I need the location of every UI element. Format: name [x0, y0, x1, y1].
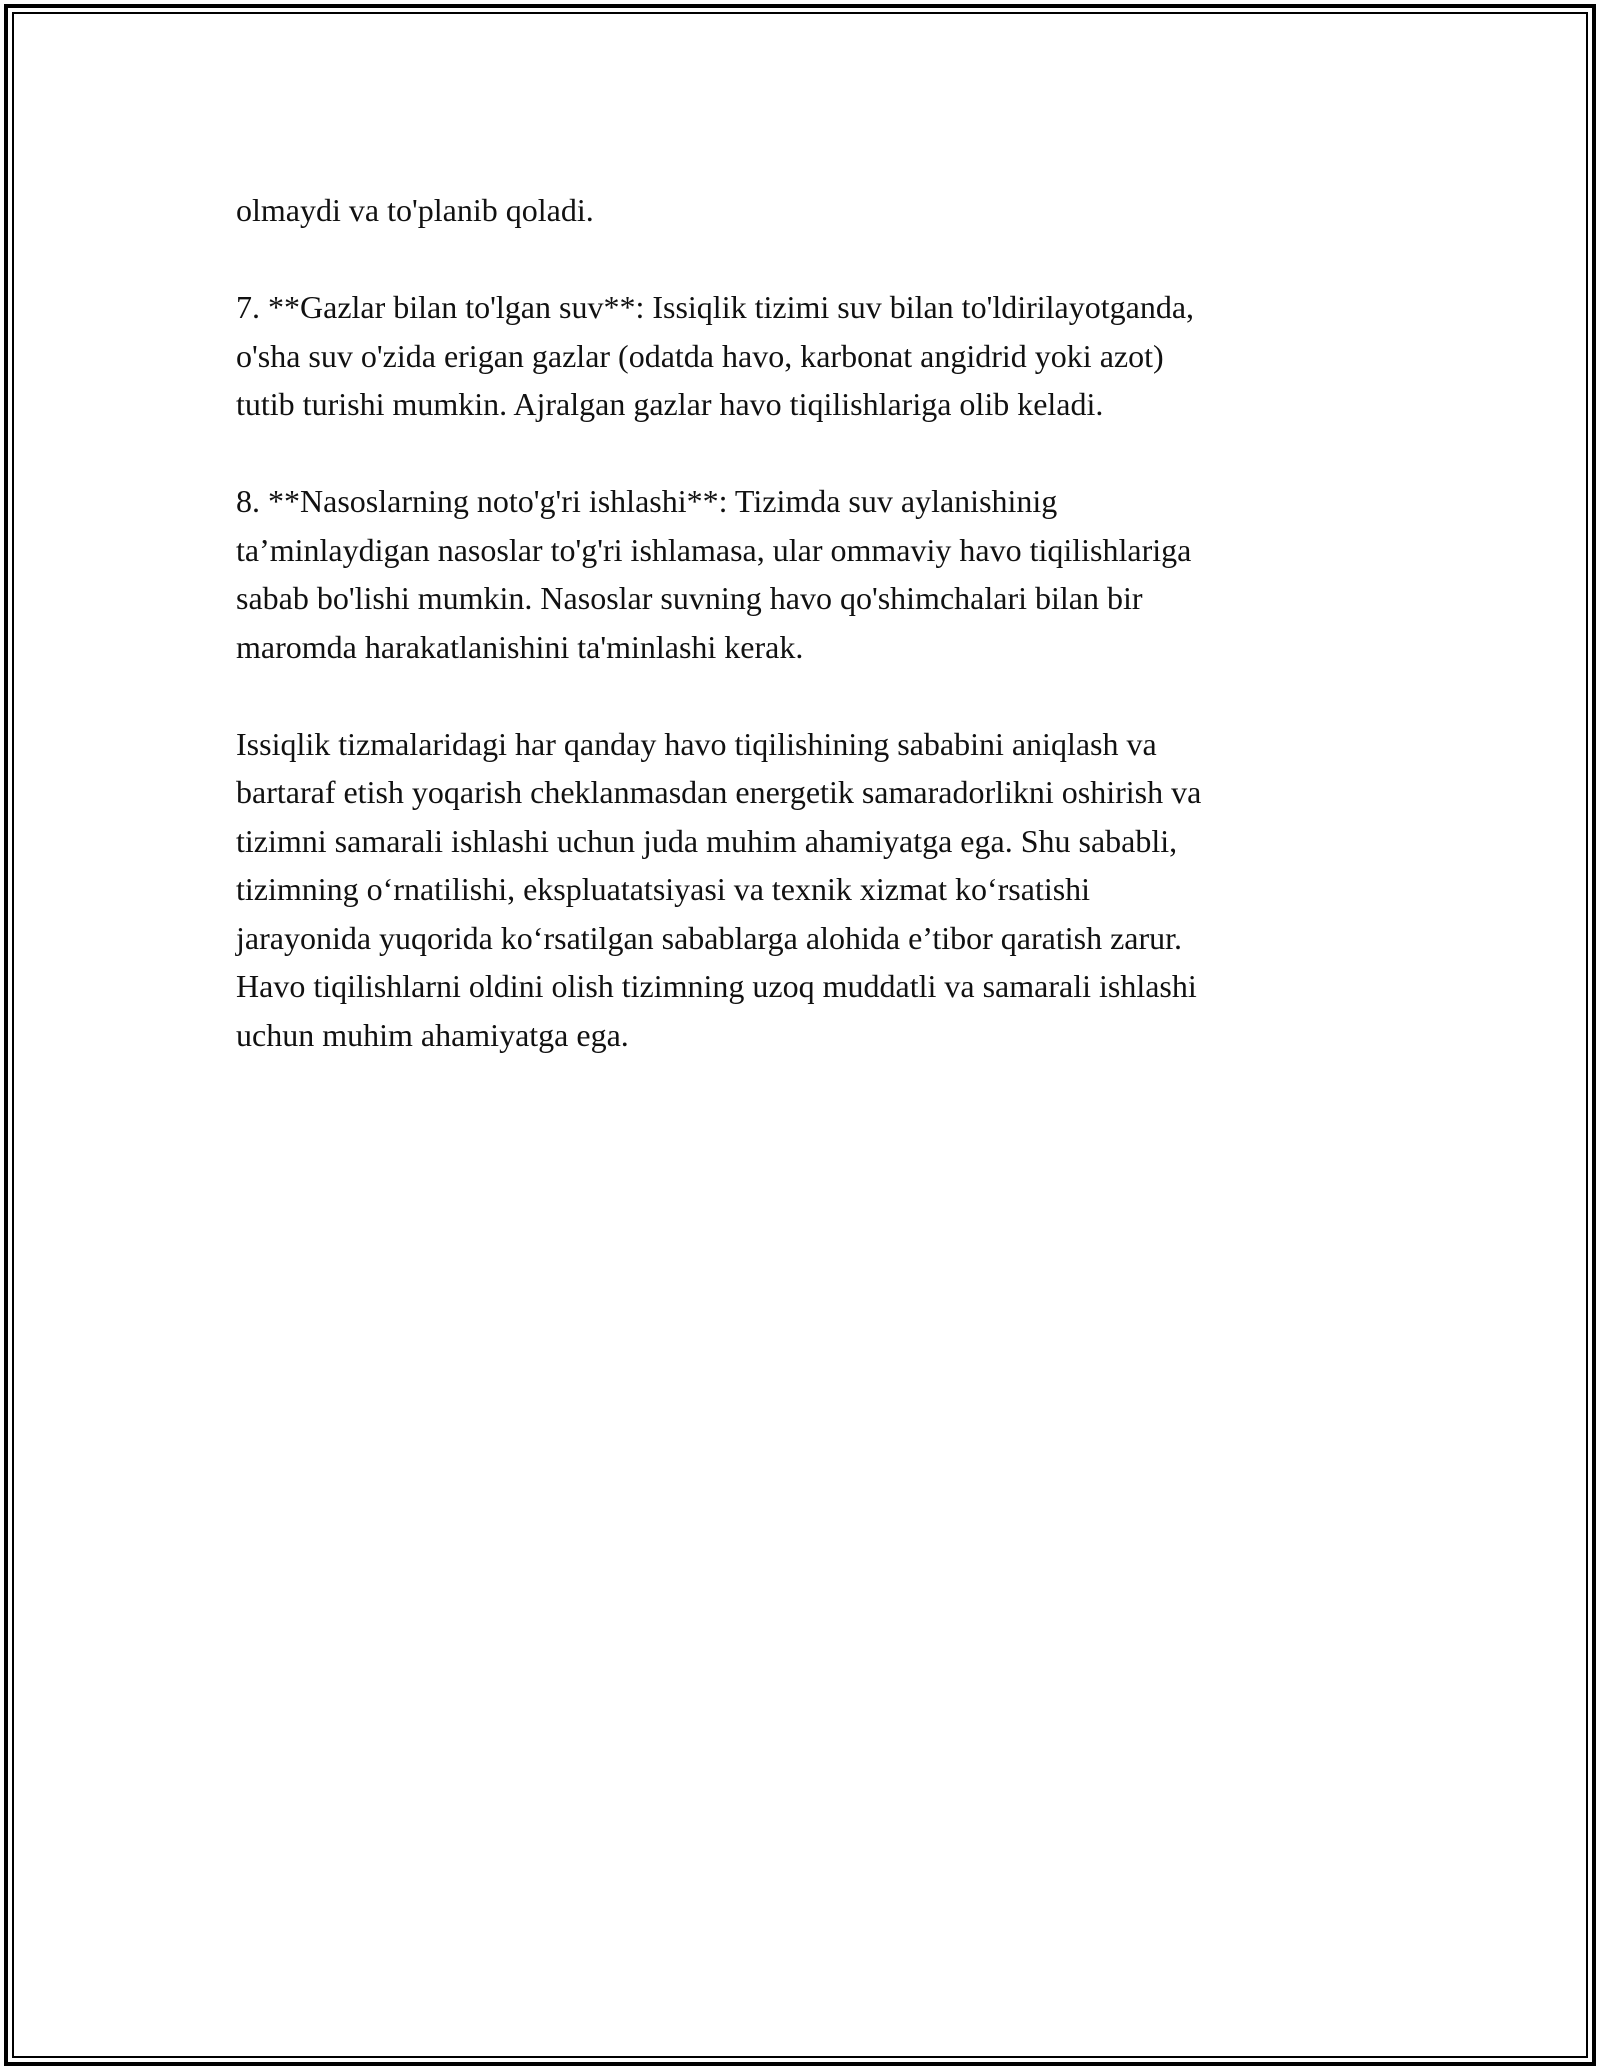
text-line: uchun muhim ahamiyatga ega. [236, 1016, 629, 1053]
text-line: tizimni samarali ishlashi uchun juda muhim ahamiyatga ega. Shu sababli, [236, 822, 1178, 859]
text-line: Havo tiqilishlarni oldini olish tizimning uzoq muddatli va samarali ishlashi [236, 968, 1197, 1004]
text-line: tutib turishi mumkin. Ajralgan gazlar havo tiqilishlariga olib keladi. [236, 386, 1104, 422]
text-line: o'sha suv o'zida erigan gazlar (odatda havo, karbonat angidrid yoki azot) [236, 337, 1164, 374]
text-line: 7. **Gazlar bilan to'lgan suv**: Issiqlik tizimi suv bilan to'ldirilayotganda, [236, 289, 1195, 325]
paragraph-conclusion [236, 720, 1416, 1060]
text-line: bartaraf etish yoqarish cheklanmasdan energetik samaradorlikni oshirish va [236, 774, 1202, 810]
text-line: ta’minlaydigan nasoslar to'g'ri ishlamasa, ular ommaviy havo tiqilishlariga [236, 531, 1192, 568]
text-line: 8. **Nasoslarning noto'g'ri ishlashi**: Tizimda suv aylanishinig [236, 483, 1058, 519]
paragraph-item-7 [236, 283, 1416, 429]
document-body [236, 186, 1416, 1108]
text-line: maromda harakatlanishini ta'minlashi kerak. [236, 628, 804, 665]
paragraph-continuation [236, 186, 1416, 235]
text-line: jarayonida yuqorida ko‘rsatilgan sabablarga alohida e’tibor qaratish zarur. [236, 919, 1183, 956]
paragraph-item-8 [236, 477, 1416, 671]
text-line: tizimning o‘rnatilishi, ekspluatatsiyasi va texnik xizmat ko‘rsatishi [236, 871, 1091, 907]
text-line: sabab bo'lishi mumkin. Nasoslar suvning havo qo'shimchalari bilan bir [236, 580, 1143, 616]
text-line: olmaydi va to'planib qoladi. [236, 192, 594, 228]
text-line: Issiqlik tizmalaridagi har qanday havo tiqilishining sababini aniqlash va [236, 725, 1157, 762]
